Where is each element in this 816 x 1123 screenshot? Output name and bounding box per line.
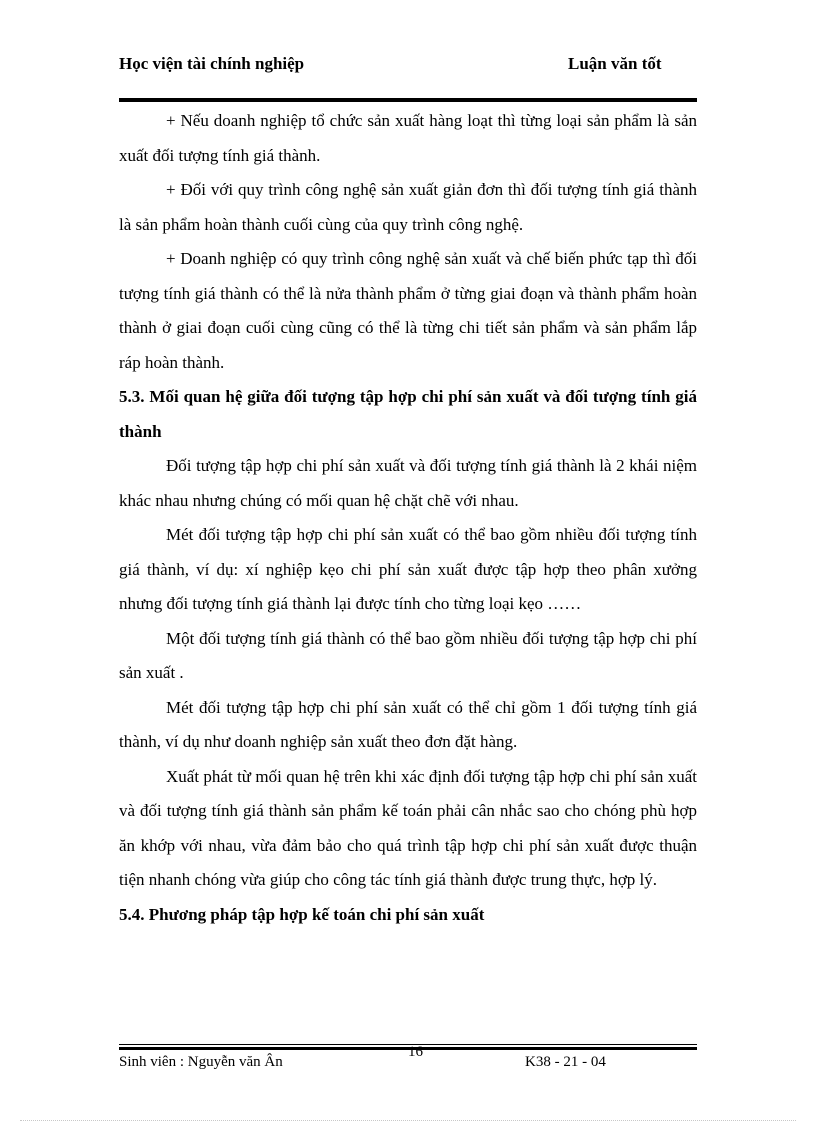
header-document-type: Luận văn tốt xyxy=(568,54,662,73)
header-institution: Học viện tài chính nghiệp xyxy=(119,54,305,73)
footer-student-name: Sinh viên : Nguyễn văn Ân xyxy=(119,1054,283,1070)
page-header xyxy=(119,52,697,96)
paragraph-one-to-one: Mét đối tượng tập hợp chi phí sản xuất có thể chỉ gồm 1 đối tượng tính giá thành, ví dụ như doanh nghiệp sản xuất theo đơn đặt hàng. xyxy=(119,697,697,751)
paragraph-simple-process: + Đối với quy trình công nghệ sản xuất giản đơn thì đối tượng tính giá thành là sản phẩm hoàn thành cuối cùng của quy trình công nghệ. xyxy=(119,180,697,234)
section-heading-5-3: 5.3. Mối quan hệ giữa đối tượng tập hợp chi phí sản xuất và đối tượng tính giá thành xyxy=(119,387,697,441)
paragraph-conclusion: Xuất phát từ mối quan hệ trên khi xác định đối tượng tập hợp chi phí sản xuất và đối tượng tính giá thành sản phẩm kế toán phải cân nhắc sao cho chóng phù hợp ăn khớp với nhau, vừa đảm bảo cho quá trình tập hợp chi phí sản xuất được thuận tiện nhanh chóng vừa giúp cho công tác tính giá thành được trung thực, hợp lý. xyxy=(119,766,697,889)
paragraph-concepts: Đối tượng tập hợp chi phí sản xuất và đối tượng tính giá thành là 2 khái niệm khác nhau nhưng chúng có mối quan hệ chặt chẽ với nhau. xyxy=(119,456,697,510)
paragraph-many-to-one: Một đối tượng tính giá thành có thể bao gồm nhiều đối tượng tập hợp chi phí sản xuất . xyxy=(119,628,697,682)
page-number: 16 xyxy=(408,1044,423,1060)
header-rule xyxy=(119,98,697,102)
footer-class-code: K38 - 21 - 04 xyxy=(525,1054,606,1070)
page-edge-line xyxy=(20,1120,796,1121)
page-body xyxy=(119,104,697,932)
section-heading-5-4: 5.4. Phương pháp tập hợp kế toán chi phí sản xuất xyxy=(119,904,485,924)
paragraph-complex-process: + Doanh nghiệp có quy trình công nghệ sản xuất và chế biến phức tạp thì đối tượng tính giá thành có thể là nửa thành phẩm ở từng giai đoạn và thành phẩm hoàn thành ở giai đoạn cuối cùng cũng có thể là từng chi tiết sản phẩm và sản phẩm lắp ráp hoàn thành. xyxy=(119,249,697,372)
paragraph-one-to-many: Mét đối tượng tập hợp chi phí sản xuất có thể bao gồm nhiều đối tượng tính giá thành, ví dụ: xí nghiệp kẹo chi phí sản xuất được tập hợp theo phân xưởng nhưng đối tượng tính giá thành lại được tính cho từng loại kẹo …… xyxy=(119,525,697,613)
page-footer xyxy=(119,1044,697,1076)
paragraph-mass-production: + Nếu doanh nghiệp tổ chức sản xuất hàng loạt thì từng loại sản phẩm là sản xuất đối tượng tính giá thành. xyxy=(119,111,697,165)
